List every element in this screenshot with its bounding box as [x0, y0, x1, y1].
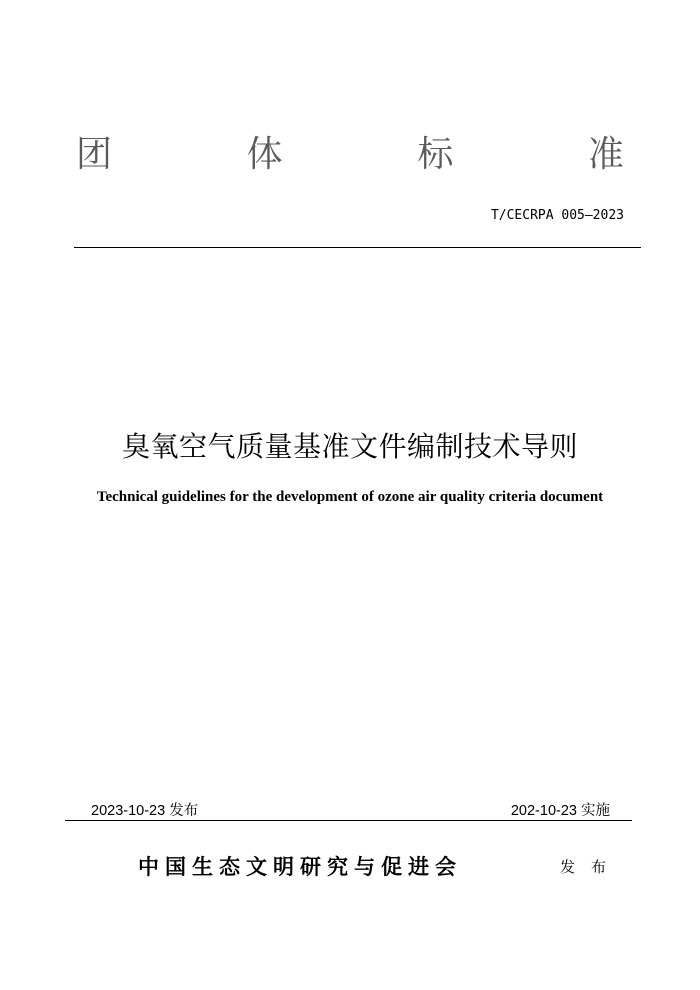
implementation-date: 202-10-23 实施 [510, 803, 610, 819]
header-char-4: 准 [587, 134, 624, 175]
header-char-1: 团 [76, 134, 113, 175]
document-title-chinese: 臭氧空气质量基准文件编制技术导则 [121, 430, 578, 463]
issuing-organization: 中国生态文明研究与促进会 [138, 854, 462, 879]
bottom-divider [65, 820, 632, 821]
issuer-suffix: 发布 [560, 858, 623, 876]
standard-number: T/CECRPA 005—2023 [490, 208, 624, 223]
publish-date: 2023-10-23 发布 [91, 803, 199, 819]
header-char-2: 体 [246, 134, 283, 175]
document-title-english: Technical guidelines for the development of ozone air quality criteria document [96, 489, 604, 505]
header-char-3: 标 [417, 134, 454, 175]
standard-type-header [76, 130, 624, 180]
top-divider [74, 247, 641, 248]
